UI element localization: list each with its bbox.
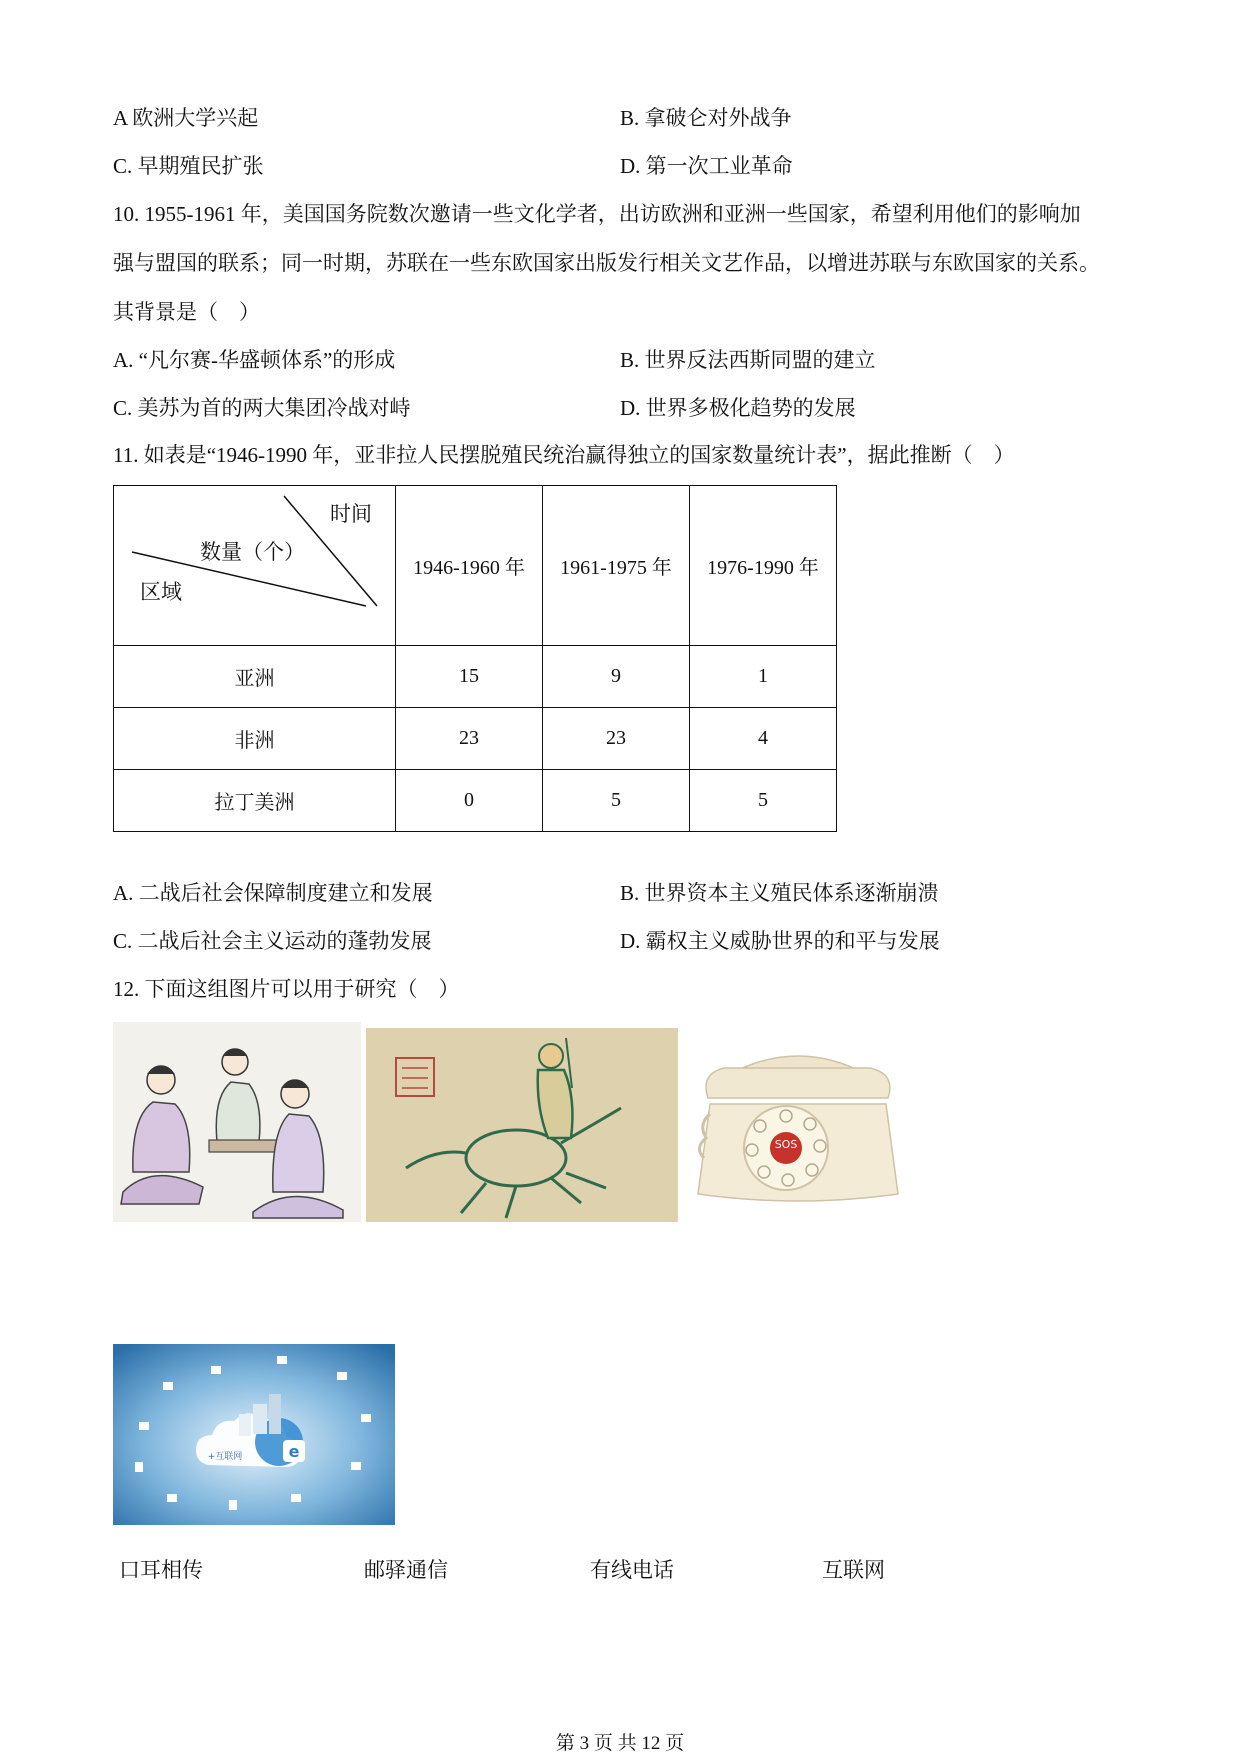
independence-table	[113, 485, 837, 832]
value-cell: 5	[543, 770, 690, 832]
svg-text:e: e	[288, 1442, 300, 1461]
rotary-telephone-photo	[690, 1044, 906, 1208]
value-cell: 4	[690, 708, 837, 770]
q10-option-c: C. 美苏为首的两大集团冷战对峙	[113, 396, 411, 420]
q9-option-d: D. 第一次工业革命	[620, 154, 793, 178]
internet-label: +互联网	[207, 1452, 243, 1462]
period-header: 1946-1960 年	[396, 486, 543, 646]
table-row	[114, 646, 837, 708]
corner-count-label: 数量（个）	[200, 540, 305, 564]
q11-option-c: C. 二战后社会主义运动的蓬勃发展	[113, 929, 432, 953]
q12-stem: 12. 下面这组图片可以用于研究（ ）	[113, 977, 460, 1001]
q10-option-a: A. “凡尔赛-华盛顿体系”的形成	[113, 348, 396, 372]
q10-stem-line1: 10. 1955-1961 年，美国国务院数次邀请一些文化学者，出访欧洲和亚洲一些国家，希望利用他们的影响加	[113, 202, 1081, 226]
q10-option-b: B. 世界反法西斯同盟的建立	[620, 348, 876, 372]
q10-stem-line3: 其背景是（ ）	[113, 300, 260, 324]
caption-internet: 互联网	[822, 1558, 885, 1582]
q9-option-b: B. 拿破仑对外战争	[620, 106, 792, 130]
q11-option-a: A. 二战后社会保障制度建立和发展	[113, 881, 433, 905]
value-cell: 23	[543, 708, 690, 770]
oral-tradition-illustration	[113, 1022, 361, 1222]
region-cell: 非洲	[114, 708, 396, 770]
value-cell: 0	[396, 770, 543, 832]
caption-telephone: 有线电话	[590, 1558, 674, 1582]
internet-illustration	[113, 1344, 395, 1525]
table-row	[114, 770, 837, 832]
phone-badge-label: SOS	[774, 1138, 798, 1151]
value-cell: 1	[690, 646, 837, 708]
q11-option-b: B. 世界资本主义殖民体系逐渐崩溃	[620, 881, 939, 905]
value-cell: 15	[396, 646, 543, 708]
corner-region-label: 区域	[140, 580, 182, 604]
value-cell: 5	[690, 770, 837, 832]
period-header: 1976-1990 年	[690, 486, 837, 646]
region-cell: 亚洲	[114, 646, 396, 708]
q11-stem: 11. 如表是“1946-1990 年，亚非拉人民摆脱殖民统治赢得独立的国家数量统计表”，据此推断（ ）	[113, 443, 1015, 467]
q9-option-a: A 欧洲大学兴起	[113, 106, 259, 130]
table-corner-cell	[114, 486, 396, 646]
region-cell: 拉丁美洲	[114, 770, 396, 832]
corner-time-label: 时间	[330, 502, 372, 526]
q11-option-d: D. 霸权主义威胁世界的和平与发展	[620, 929, 940, 953]
q10-stem-line2: 强与盟国的联系；同一时期，苏联在一些东欧国家出版发行相关文艺作品，以增进苏联与东欧国家的关系。	[113, 251, 1100, 275]
value-cell: 23	[396, 708, 543, 770]
courier-horse-painting	[366, 1028, 678, 1222]
caption-oral: 口耳相传	[119, 1558, 203, 1582]
q9-option-c: C. 早期殖民扩张	[113, 154, 264, 178]
caption-courier: 邮驿通信	[364, 1558, 448, 1582]
period-header: 1961-1975 年	[543, 486, 690, 646]
q10-option-d: D. 世界多极化趋势的发展	[620, 396, 856, 420]
page-footer: 第 3 页 共 12 页	[555, 1733, 685, 1754]
value-cell: 9	[543, 646, 690, 708]
table-row	[114, 708, 837, 770]
